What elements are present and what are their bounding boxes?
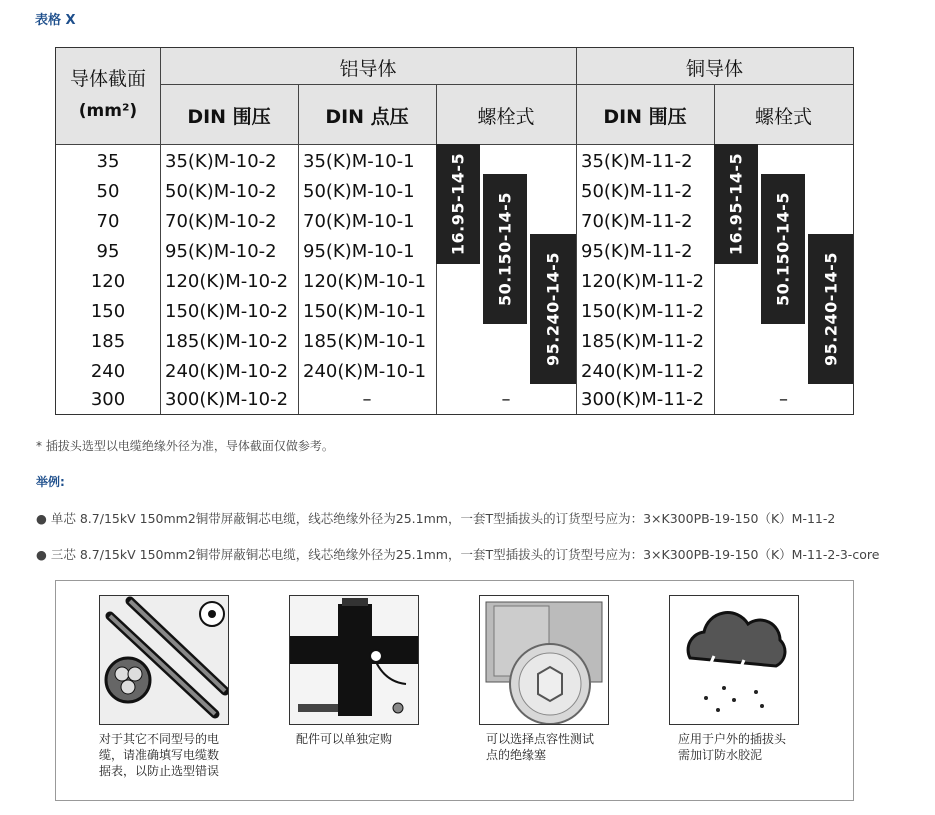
insulating-plug-illustration <box>479 595 609 725</box>
header-copper: 铜导体 <box>685 57 743 80</box>
example-item: ● 三芯 8.7/15kV 150mm2铜带屏蔽铜芯电缆，线芯绝缘外径为25.1mm，一套T型插拔头的订货型号应为：3×K300PB-19-150（K）M-11-2-3-core <box>36 547 880 562</box>
cell-cu-crimp: 50(K)M-11-2 <box>581 180 693 202</box>
cell-section: 240 <box>90 360 126 382</box>
cell-al-point: 150(K)M-10-1 <box>303 300 427 322</box>
cell-al-point: 50(K)M-10-1 <box>303 180 415 202</box>
cell-al-crimp: 150(K)M-10-2 <box>165 300 289 322</box>
model-selection-table <box>55 47 854 415</box>
cell-al-crimp: 185(K)M-10-2 <box>165 330 289 352</box>
cell-al-crimp: 240(K)M-10-2 <box>165 360 289 382</box>
cell-section: 185 <box>90 330 126 352</box>
examples-title: 举例: <box>36 475 65 489</box>
cell-al-point: 95(K)M-10-1 <box>303 240 415 262</box>
cell-al-crimp: 50(K)M-10-2 <box>165 180 277 202</box>
bolt-block-al-2: 50.150-14-5 <box>483 174 527 324</box>
feature-caption: 配件可以单独定购 <box>296 732 393 746</box>
cell-cu-crimp: 120(K)M-11-2 <box>581 270 705 292</box>
cell-al-point: 120(K)M-10-1 <box>303 270 427 292</box>
header-aluminum: 铝导体 <box>339 57 397 80</box>
cell-cu-crimp: 185(K)M-11-2 <box>581 330 705 352</box>
cell-al-crimp: 95(K)M-10-2 <box>165 240 277 262</box>
cell-cu-crimp: 70(K)M-11-2 <box>581 210 693 232</box>
cell-al-crimp: 120(K)M-10-2 <box>165 270 289 292</box>
cell-al-bolt: – <box>501 388 511 410</box>
cell-section: 35 <box>96 150 120 172</box>
header-al-bolt: 螺栓式 <box>477 105 535 128</box>
header-cu-bolt: 螺栓式 <box>754 105 812 128</box>
cell-al-point: 240(K)M-10-1 <box>303 360 427 382</box>
cell-cu-crimp: 300(K)M-11-2 <box>581 388 705 410</box>
bolt-block-al-1: 16.95-14-5 <box>436 144 480 264</box>
cell-cu-crimp: 240(K)M-11-2 <box>581 360 705 382</box>
weather-cloud-icon <box>669 595 799 725</box>
cell-section: 50 <box>96 180 120 202</box>
feature-caption: 应用于户外的插拔头 需加订防水胶泥 <box>678 732 787 762</box>
bolt-block-cu-1: 16.95-14-5 <box>714 144 758 264</box>
cell-cu-crimp: 150(K)M-11-2 <box>581 300 705 322</box>
example-item: ● 单芯 8.7/15kV 150mm2铜带屏蔽铜芯电缆，线芯绝缘外径为25.1mm，一套T型插拔头的订货型号应为：3×K300PB-19-150（K）M-11-2 <box>36 511 836 526</box>
cell-al-crimp: 300(K)M-10-2 <box>165 388 289 410</box>
cell-al-point: 185(K)M-10-1 <box>303 330 427 352</box>
features-panel <box>55 580 854 801</box>
accessories-illustration <box>289 595 419 725</box>
cell-cu-bolt: – <box>779 388 788 410</box>
feature-caption: 对于其它不同型号的电 缆，请准确填写电缆数 据表，以防止选型错误 <box>99 732 220 778</box>
cell-al-point: 35(K)M-10-1 <box>303 150 415 172</box>
cell-al-crimp: 70(K)M-10-2 <box>165 210 277 232</box>
bolt-block-cu-2: 50.150-14-5 <box>761 174 805 324</box>
cell-al-point: 70(K)M-10-1 <box>303 210 415 232</box>
selection-note: * 插拔头选型以电缆绝缘外径为准，导体截面仅做参考。 <box>36 439 334 453</box>
bolt-block-cu-3: 95.240-14-5 <box>808 234 853 384</box>
cell-al-point: – <box>362 388 372 410</box>
cell-section: 70 <box>96 210 120 232</box>
cell-cu-crimp: 35(K)M-11-2 <box>581 150 693 172</box>
cell-cu-crimp: 95(K)M-11-2 <box>581 240 693 262</box>
cables-illustration <box>99 595 229 725</box>
header-unit: (mm²) <box>78 101 138 121</box>
cell-section: 120 <box>90 270 126 292</box>
table-title: 表格 X <box>35 13 76 28</box>
cell-section: 150 <box>90 300 126 322</box>
cell-al-crimp: 35(K)M-10-2 <box>165 150 277 172</box>
feature-caption: 可以选择点容性测试 点的绝缘塞 <box>486 732 595 762</box>
header-al-din-crimp: DIN 围压 <box>187 105 271 128</box>
cell-section: 300 <box>90 388 126 410</box>
bolt-block-al-3: 95.240-14-5 <box>530 234 576 384</box>
header-cu-din-crimp: DIN 围压 <box>603 105 687 128</box>
cell-section: 95 <box>96 240 120 262</box>
header-al-din-point: DIN 点压 <box>325 105 409 128</box>
header-section: 导体截面 <box>69 67 146 90</box>
